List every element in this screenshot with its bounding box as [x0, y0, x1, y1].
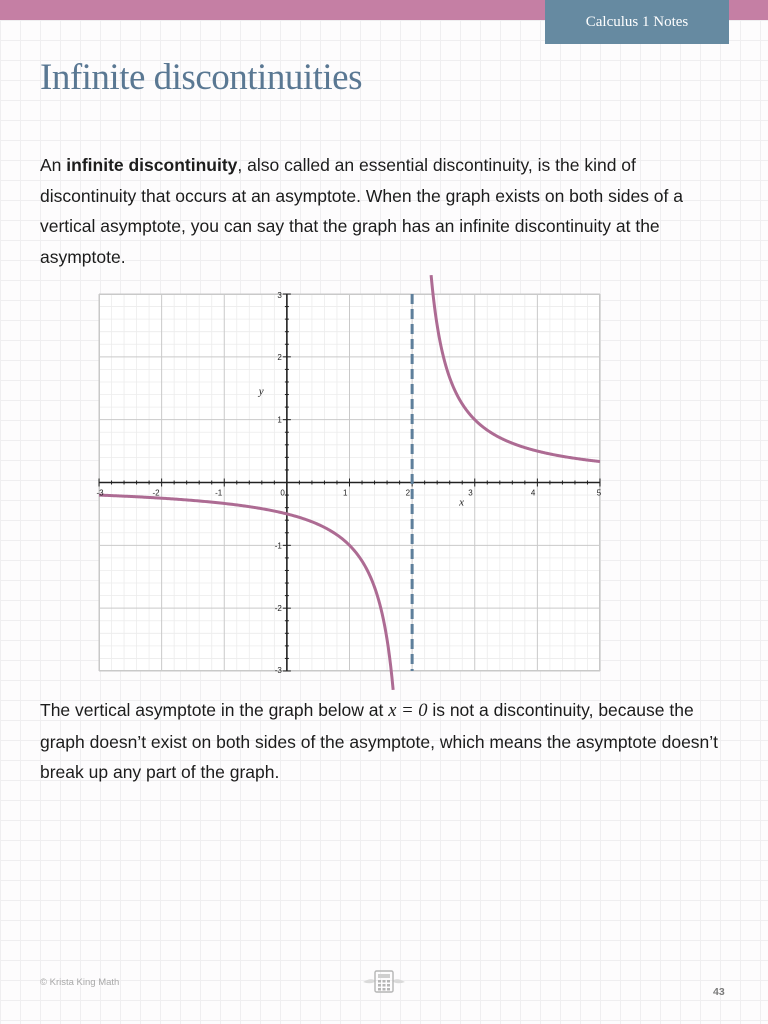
intro-text: , also called an essential discontinuity, is the kind of discontinuity that occurs at an asymptote. When the graph exists on both sides of a vertical asymptote, you can say that the graph has an infinite discontinuity at the asymptote.	[40, 155, 683, 267]
y-axis-label: y	[258, 385, 264, 398]
x-axis-label: x	[459, 496, 464, 509]
page-number: 43	[713, 986, 725, 998]
x-tick-label: 4	[530, 488, 536, 498]
y-tick-label: -1	[274, 541, 282, 551]
math-expression: x = 0	[388, 701, 428, 721]
intro-paragraph	[40, 150, 730, 272]
explanation-paragraph	[40, 695, 730, 788]
x-tick-label: 0	[280, 488, 285, 498]
y-tick-label: 3	[277, 291, 282, 300]
y-tick-label: 1	[277, 415, 282, 425]
y-tick-label: 2	[277, 352, 282, 362]
graph-svg	[96, 291, 602, 675]
x-tick-label: 5	[596, 488, 602, 498]
header-tab	[545, 0, 729, 44]
header-tab-label: Calculus 1 Notes	[585, 13, 689, 30]
x-tick-label: 2	[405, 488, 411, 498]
x-tick-label: -2	[152, 488, 160, 498]
y-tick-label: -3	[274, 666, 282, 675]
y-tick-label: -2	[274, 604, 282, 614]
x-tick-label: -1	[215, 488, 223, 498]
page-title: Infinite discontinuities	[40, 57, 362, 98]
explanation-text: is not a discontinuity, because the graph doesn’t exist on both sides of the asymptote, which means the asymptote doesn’t break up any part of the graph.	[40, 700, 719, 782]
intro-prefix: An	[40, 155, 67, 175]
x-tick-label: 3	[468, 488, 473, 498]
x-tick-label: 1	[343, 488, 348, 498]
calculator-logo-icon	[360, 968, 408, 994]
explanation-prefix: The vertical asymptote in the graph below at	[40, 700, 389, 720]
x-tick-label: -3	[96, 488, 104, 498]
footer-copyright: © Krista King Math	[40, 977, 120, 988]
term-infinite-discontinuity: infinite discontinuity	[66, 155, 238, 175]
function-graph	[96, 291, 602, 675]
